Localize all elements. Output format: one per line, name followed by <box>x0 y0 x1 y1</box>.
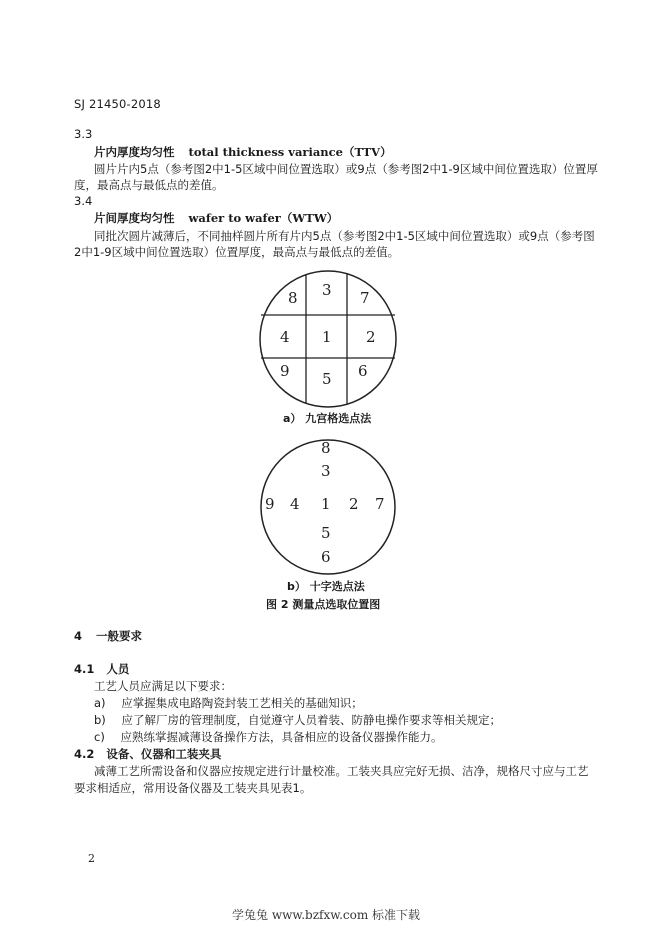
section-4-number: 4 <box>74 629 83 643</box>
list-item-text: 应了解厂房的管理制度，自觉遵守人员着装、防静电操作要求等相关规定； <box>121 713 501 727</box>
figure-a-nine-grid-diagram <box>250 270 410 410</box>
point-label-3: 3 <box>321 462 331 480</box>
section-4-1-intro: 工艺人员应满足以下要求： <box>94 679 232 693</box>
point-label-5: 5 <box>321 524 331 542</box>
list-marker: c) <box>94 730 105 744</box>
list-item-text: 应熟练掌握减薄设备操作方法，具备相应的设备仪器操作能力。 <box>120 730 443 744</box>
figure-a-caption: a） 九宫格选点法 <box>283 412 372 425</box>
footer-watermark: 学兔兔 www.bzfxw.com 标准下载 <box>232 908 421 922</box>
section-3-4-definition-line1: 同批次圆片减薄后，不同抽样圆片所有片内5点（参考图2中1-5区域中间位置选取）或9点（参考图 <box>94 229 595 243</box>
section-4-2-paragraph-line2: 要求相适应，常用设备仪器及工装夹具见表1。 <box>74 781 312 795</box>
section-4-title: 一般要求 <box>96 629 143 643</box>
section-4-2-paragraph-line1: 减薄工艺所需设备和仪器应按规定进行计量校准。工装夹具应完好无损、洁净，规格尺寸应与工艺 <box>94 764 589 778</box>
point-label-2: 2 <box>349 495 359 513</box>
point-label-4: 4 <box>280 328 290 346</box>
section-4-heading <box>74 628 142 644</box>
section-3-3-number: 3.3 <box>74 127 93 141</box>
figure-2-caption: 图 2 测量点选取位置图 <box>266 598 381 611</box>
point-label-2: 2 <box>366 328 376 346</box>
section-3-3-title <box>94 144 392 160</box>
page-number: 2 <box>88 852 95 865</box>
section-3-4-title-en: wafer to wafer（WTW） <box>188 211 339 225</box>
section-4-1-heading <box>74 661 129 677</box>
point-label-6: 6 <box>358 362 368 380</box>
section-4-2-title: 设备、仪器和工装夹具 <box>106 747 222 761</box>
section-4-2-number: 4.2 <box>74 747 95 761</box>
point-label-5: 5 <box>322 370 332 388</box>
figure-b-cross-diagram <box>250 438 410 578</box>
point-label-7: 7 <box>360 289 370 307</box>
list-item <box>94 695 363 711</box>
point-label-8: 8 <box>288 289 298 307</box>
point-label-1: 1 <box>322 328 332 346</box>
section-4-1-number: 4.1 <box>74 662 95 676</box>
section-3-4-number: 3.4 <box>74 194 93 208</box>
section-4-2-heading <box>74 746 221 762</box>
point-label-9: 9 <box>265 495 275 513</box>
section-4-1-title: 人员 <box>106 662 130 676</box>
document-code: SJ 21450-2018 <box>74 97 161 111</box>
section-3-4-title <box>94 210 338 226</box>
point-label-6: 6 <box>321 548 331 566</box>
point-label-9: 9 <box>280 362 290 380</box>
section-3-4-definition-line2: 2中1-9区域中间位置选取）位置厚度，最高点与最低点的差值。 <box>74 245 400 259</box>
point-label-8: 8 <box>321 439 331 457</box>
figure-b-caption: b） 十字选点法 <box>287 580 365 593</box>
list-item <box>94 712 501 728</box>
section-3-3-title-en: total thickness variance（TTV） <box>188 145 392 159</box>
list-item <box>94 729 442 745</box>
list-marker: a) <box>94 696 106 710</box>
list-item-text: 应掌握集成电路陶瓷封装工艺相关的基础知识； <box>121 696 363 710</box>
point-label-1: 1 <box>321 495 331 513</box>
list-marker: b) <box>94 713 106 727</box>
point-label-3: 3 <box>322 281 332 299</box>
section-3-3-title-zh: 片内厚度均匀性 <box>94 145 175 159</box>
section-3-4-title-zh: 片间厚度均匀性 <box>94 211 175 225</box>
point-label-7: 7 <box>375 495 385 513</box>
section-3-3-definition-line1: 圆片片内5点（参考图2中1-5区域中间位置选取）或9点（参考图2中1-9区域中间位置选取）位置厚 <box>94 162 598 176</box>
point-label-4: 4 <box>290 495 300 513</box>
section-3-3-definition-line2: 度，最高点与最低点的差值。 <box>74 178 224 192</box>
